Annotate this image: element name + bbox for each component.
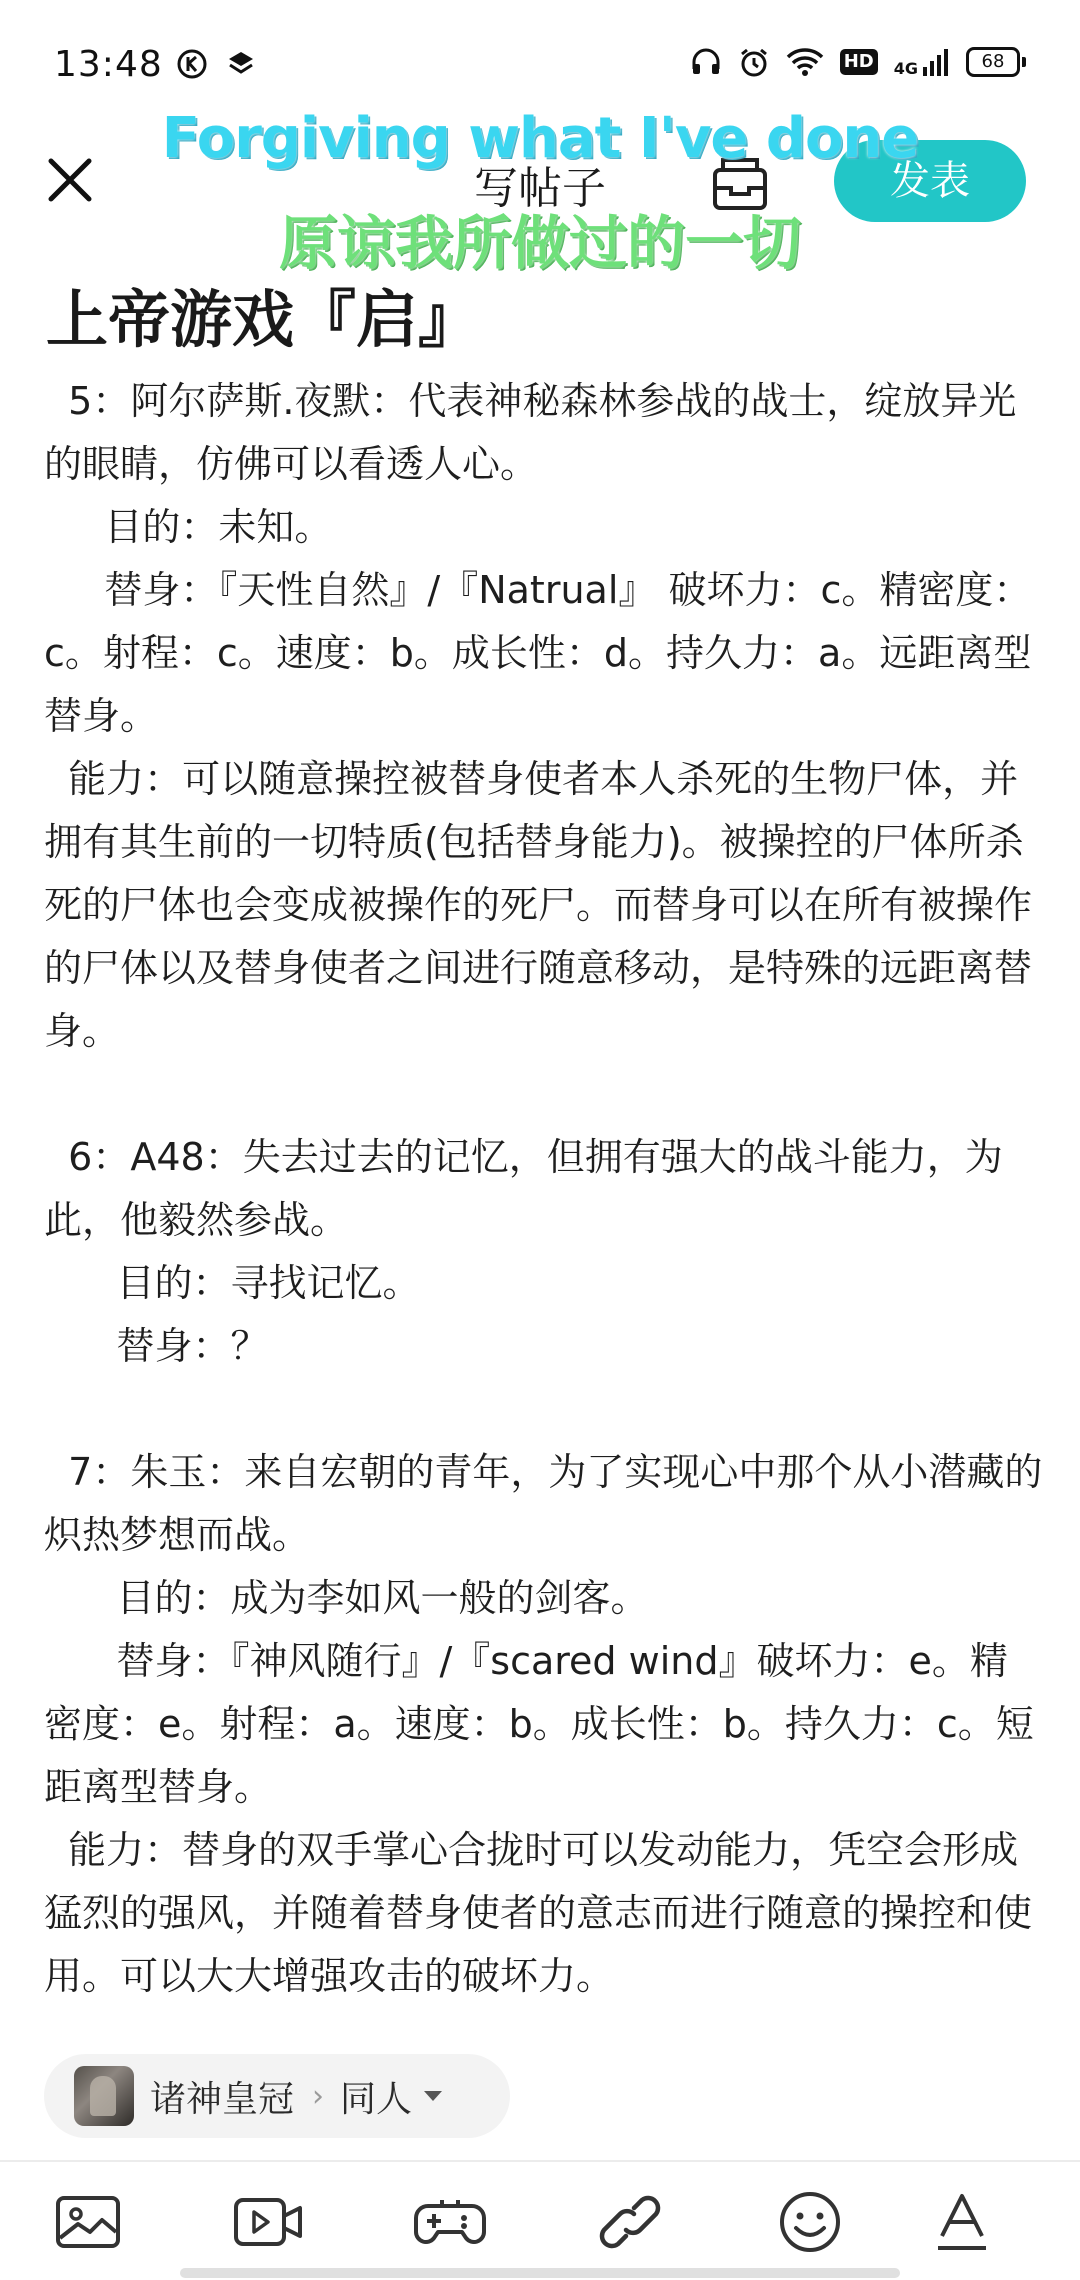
editor-toolbar [0, 2160, 1080, 2280]
forum-avatar [74, 2066, 134, 2126]
body-paragraph: 7：朱玉：来自宏朝的青年，为了实现心中那个从小潜藏的炽热梦想而战。 [44, 1450, 1043, 1557]
layers-icon [226, 48, 256, 78]
insert-game-button[interactable] [414, 2186, 486, 2258]
battery-level: 68 [966, 47, 1020, 77]
signal-bars-icon [922, 47, 950, 77]
video-icon [232, 2192, 304, 2252]
body-paragraph: 替身：？ [44, 1324, 269, 1368]
text-format-icon [932, 2190, 992, 2254]
body-paragraph: 替身：『神风随行』/『scared wind』破坏力：e。精密度：e。射程：a。速度：b。成长性：b。持久力：c。短距离型替身。 [44, 1639, 1034, 1809]
headphones-icon [690, 47, 722, 77]
insert-link-button[interactable] [594, 2186, 666, 2258]
post-title-input[interactable]: 上帝游戏『启』 [46, 283, 481, 356]
post-body-editor[interactable] [44, 370, 1044, 2008]
body-paragraph: 替身：『天性自然』/『Natrual』 破坏力：c。精密度：c。射程：c。速度：b。成长性：d。持久力：a。远距离型替身。 [44, 568, 1032, 738]
signal-indicator [894, 47, 950, 77]
status-right-icons [690, 46, 1026, 78]
text-format-button[interactable] [926, 2186, 998, 2258]
gamepad-icon [414, 2192, 486, 2252]
body-paragraph: 目的：未知。 [44, 505, 333, 549]
sub-category: 同人 [340, 2078, 413, 2120]
emoji-icon [778, 2190, 842, 2254]
home-indicator[interactable] [180, 2268, 900, 2278]
k-app-icon [176, 48, 208, 80]
body-paragraph: 能力：替身的双手掌心合拢时可以发动能力，凭空会形成猛烈的强风，并随着替身使者的意志而进行随意的操控和使用。可以大大增强攻击的破坏力。 [44, 1828, 1033, 1998]
image-icon [54, 2192, 122, 2252]
overlay-caption-chinese: 原谅我所做过的一切 [278, 209, 801, 277]
chevron-right-icon: › [312, 2078, 325, 2114]
caret-down-icon [424, 2091, 442, 2101]
publish-button[interactable]: 发表 [834, 140, 1026, 222]
forum-name: 诸神皇冠 [150, 2078, 295, 2120]
overlay-caption-english: Forgiving what I've done [161, 106, 919, 171]
body-blank-line [44, 1378, 1044, 1441]
body-paragraph: 目的：成为李如风一般的剑客。 [44, 1576, 649, 1620]
link-icon [598, 2190, 662, 2254]
insert-video-button[interactable] [232, 2186, 304, 2258]
body-paragraph: 5：阿尔萨斯.夜默：代表神秘森林参战的战士，绽放异光的眼睛，仿佛可以看透人心。 [44, 379, 1017, 486]
insert-image-button[interactable] [52, 2186, 124, 2258]
insert-emoji-button[interactable] [774, 2186, 846, 2258]
category-selector[interactable] [44, 2054, 510, 2138]
body-paragraph: 能力：可以随意操控被替身使者本人杀死的生物尸体，并拥有其生前的一切特质(包括替身能力)。被操控的尸体所杀死的尸体也会变成被操作的死尸。而替身可以在所有被操作的尸体以及替身使者之间进行随意移动，是特殊的远距离替身。 [44, 757, 1033, 1053]
wifi-icon [786, 47, 824, 77]
battery-indicator [966, 47, 1026, 77]
body-paragraph: 6：A48：失去过去的记忆，但拥有强大的战斗能力，为此，他毅然参战。 [44, 1135, 1003, 1242]
page-title: 写帖子 [474, 163, 606, 214]
status-left-icons [176, 48, 256, 80]
body-paragraph: 目的：寻找记忆。 [44, 1261, 421, 1305]
network-type-label: 4G [893, 59, 918, 78]
body-blank-line [44, 1063, 1044, 1126]
alarm-icon [738, 46, 770, 78]
hd-badge: HD [840, 49, 878, 75]
status-time: 13:48 [54, 44, 163, 85]
